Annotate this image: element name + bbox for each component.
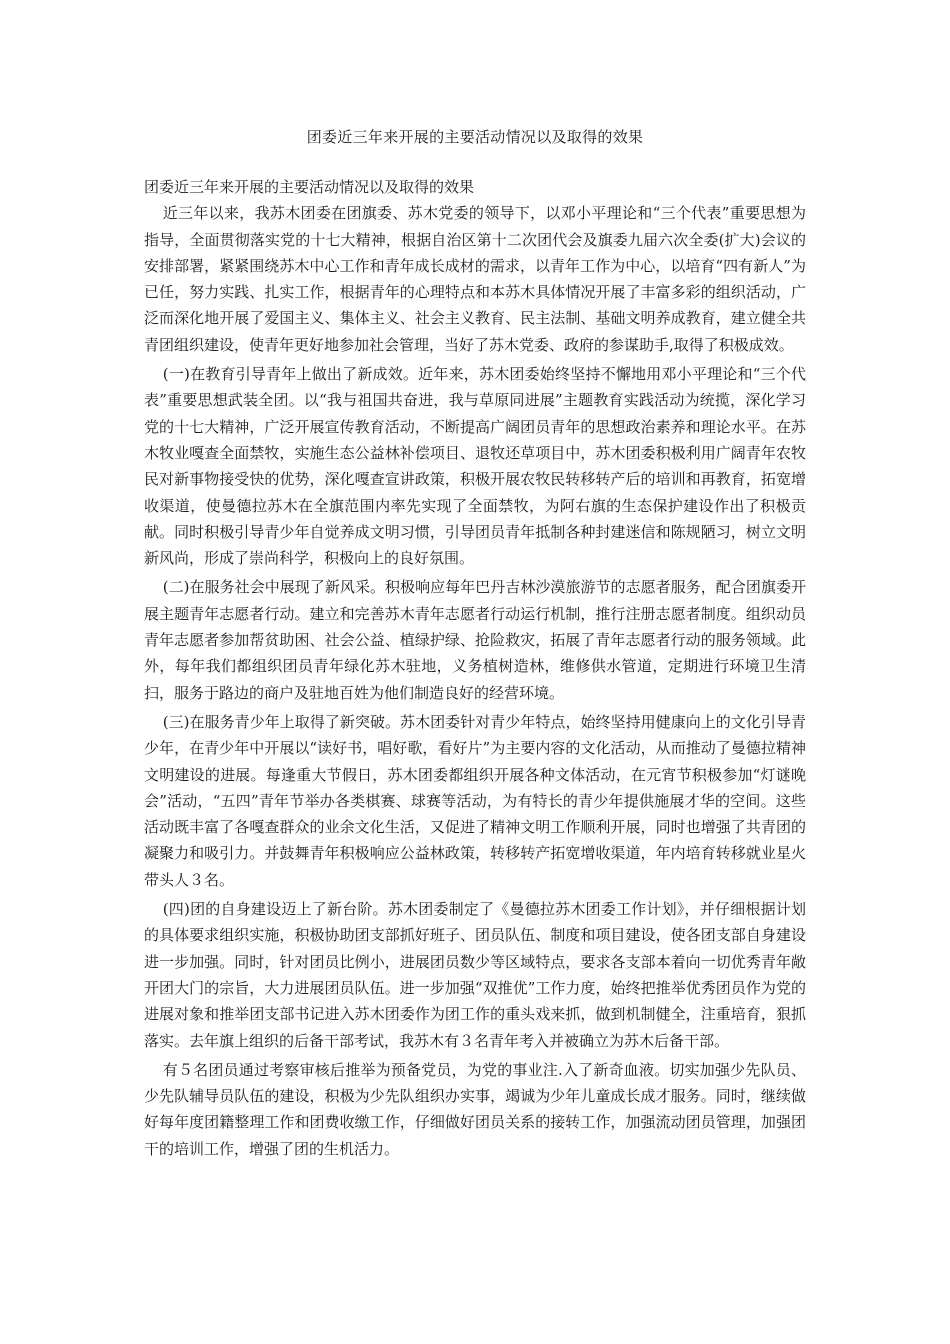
page-title: 团委近三年来开展的主要活动情况以及取得的效果 — [306, 128, 644, 146]
paragraph-social-service: (二)在服务社会中展现了新风采。积极响应每年巴丹吉林沙漠旅游节的志愿者服务，配合团旗委开展主题青年志愿者行动。建立和完善苏木青年志愿者行动运行机制，推行注册志愿者制度。组织动员青年志愿者参加帮贫助困、社会公益、植绿护绿、抢险救灾，拓展了青年志愿者行动的服务领域。此外，每年我们都组织团员青年绿化苏木驻地，义务植树造林，维修供水管道，定期进行环境卫生清扫，服务于路边的商户及驻地百姓为他们制造良好的经营环境。 — [144, 578, 806, 702]
paragraph-youth-service: (三)在服务青少年上取得了新突破。苏木团委针对青少年特点，始终坚持用健康向上的文化引导青少年，在青少年中开展以“读好书，唱好歌，看好片”为主要内容的文化活动，从而推动了曼德拉精神文明建设的进展。每逢重大节假日，苏木团委都组织开展各种文体活动，在元宵节积极参加“灯谜晚会”活动，“五四”青年节举办各类棋赛、球赛等活动，为有特长的青少年提供施展才华的空间。这些活动既丰富了各嘎查群众的业余文化生活，又促进了精神文明工作顺利开展，同时也增强了共青团的凝聚力和吸引力。并鼓舞青年积极响应公益林政策，转移转产拓宽增收渠道，年内培育转移就业星火带头人３名。 — [144, 712, 806, 889]
paragraph-party-members: 有５名团员通过考察审核后推举为预备党员，为党的事业注.入了新奇血液。切实加强少先队员、少先队辅导员队伍的建设，积极为少先队组织办实事，竭诚为少年儿童成长成才服务。同时，继续做好每年度团籍整理工作和团费收缴工作，仔细做好团员关系的接转工作，加强流动团员管理，加强团干的培训工作，增强了团的生机活力。 — [144, 1060, 806, 1158]
paragraph-intro: 近三年以来，我苏木团委在团旗委、苏木党委的领导下，以邓小平理论和“三个代表”重要思想为指导，全面贯彻落实党的十七大精神，根据自治区第十二次团代会及旗委九届六次全委(扩大)会议的安排部署，紧紧围绕苏木中心工作和青年成长成材的需求，以青年工作为中心，以培育“四有新人”为已任，努力实践、扎实工作，根据青年的心理特点和本苏木具体情况开展了丰富多彩的组织活动，广泛而深化地开展了爱国主义、集体主义、社会主义教育、民主法制、基础文明养成教育，建立健全共青团组织建设，使青年更好地参加社会管理，当好了苏木党委、政府的参谋助手,取得了积极成效。 — [144, 204, 806, 354]
paragraph-self-building: (四)团的自身建设迈上了新台阶。苏木团委制定了《曼德拉苏木团委工作计划》，并仔细根据计划的具体要求组织实施，积极协助团支部抓好班子、团员队伍、制度和项目建设，使各团支部自身建设进一步加强。同时，针对团员比例小，进展团员数少等区域特点，要求各支部本着向一切优秀青年敞开团大门的宗旨，大力进展团员队伍。进一步加强“双推优”工作力度，始终把推举优秀团员作为党的进展对象和推举团支部书记进入苏木团委作为团工作的重头戏来抓，做到机制健全，注重培育，狠抓落实。去年旗上组织的后备干部考试，我苏木有３名青年考入并被确立为苏木后备干部。 — [144, 900, 806, 1050]
document-body — [144, 174, 806, 1165]
paragraph-education: (一)在教育引导青年上做出了新成效。近年来，苏木团委始终坚持不懈地用邓小平理论和“三个代表”重要思想武装全团。以“我与祖国共奋进，我与草原同进展”主题教育实践活动为统揽，深化学习党的十七大精神，广泛开展宣传教育活动，不断提高广阔团员青年的思想政治素养和理论水平。在苏木牧业嘎查全面禁牧，实施生态公益林补偿项目、退牧还草项目中，苏木团委积极利用广阔青年农牧民对新事物接受快的优势，深化嘎查宣讲政策，积极开展农牧民转移转产后的培训和再教育，拓宽增收渠道，使曼德拉苏木在全旗范围内率先实现了全面禁牧，为阿右旗的生态保护建设作出了积极贡献。同时积极引导青少年自觉养成文明习惯，引导团员青年抵制各种封建迷信和陈规陋习，树立文明新风尚，形成了崇尚科学，积极向上的良好氛围。 — [144, 365, 806, 568]
document-subtitle: 团委近三年来开展的主要活动情况以及取得的效果 — [144, 178, 475, 196]
